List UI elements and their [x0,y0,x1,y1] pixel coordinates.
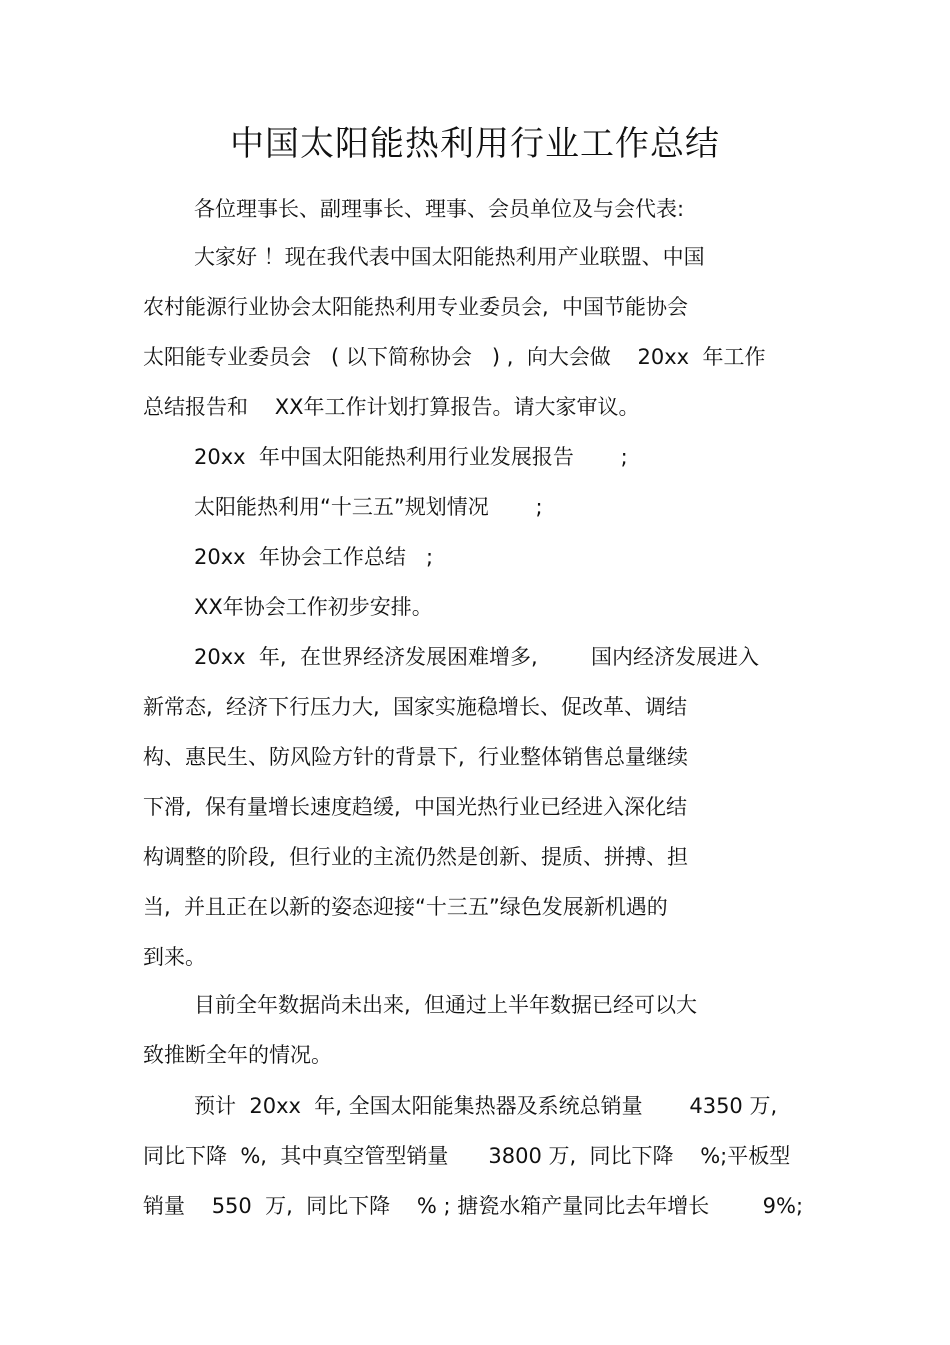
list-item: XX年协会工作初步安排。 [194,595,433,619]
paragraph-line: 构调整的阶段, 但行业的主流仍然是创新、提质、拼搏、担 [143,845,689,869]
paragraph-line: 农村能源行业协会太阳能热利用专业委员会, 中国节能协会 [143,295,689,319]
paragraph-line: 销量 550 万, 同比下降 % ; 搪瓷水箱产量同比去年增长 9%; [143,1194,804,1218]
salutation-line: 各位理事长、副理事长、理事、会员单位及与会代表: [194,197,685,221]
paragraph-line: 到来。 [143,945,206,969]
paragraph-line: 太阳能专业委员会 ( 以下简称协会 ) , 向大会做 20xx 年工作 [143,345,766,369]
paragraph-line: 大家好 ！现在我代表中国太阳能热利用产业联盟、中国 [194,245,705,269]
list-item: 20xx 年中国太阳能热利用行业发展报告 ; [194,445,628,469]
paragraph-line: 下滑, 保有量增长速度趋缓, 中国光热行业已经进入深化结 [143,795,688,819]
list-item: 太阳能热利用“十三五”规划情况 ; [194,495,543,519]
document-title: 中国太阳能热利用行业工作总结 [230,124,720,164]
paragraph-line: 当, 并且正在以新的姿态迎接“十三五”绿色发展新机遇的 [143,895,668,919]
paragraph-line: 目前全年数据尚未出来, 但通过上半年数据已经可以大 [194,993,698,1017]
paragraph-line: 预计 20xx 年, 全国太阳能集热器及系统总销量 4350 万, [194,1094,778,1118]
list-item: 20xx 年协会工作总结 ; [194,545,434,569]
paragraph-line: 构、惠民生、防风险方针的背景下, 行业整体销售总量继续 [143,745,689,769]
paragraph-line: 总结报告和 XX年工作计划打算报告。请大家审议。 [143,395,640,419]
paragraph-line: 致推断全年的情况。 [143,1043,332,1067]
paragraph-line: 新常态, 经济下行压力大, 国家实施稳增长、促改革、调结 [143,695,688,719]
paragraph-line: 同比下降 %, 其中真空管型销量 3800 万, 同比下降 %;平板型 [143,1144,791,1168]
paragraph-line: 20xx 年, 在世界经济发展困难增多, 国内经济发展进入 [194,645,760,669]
